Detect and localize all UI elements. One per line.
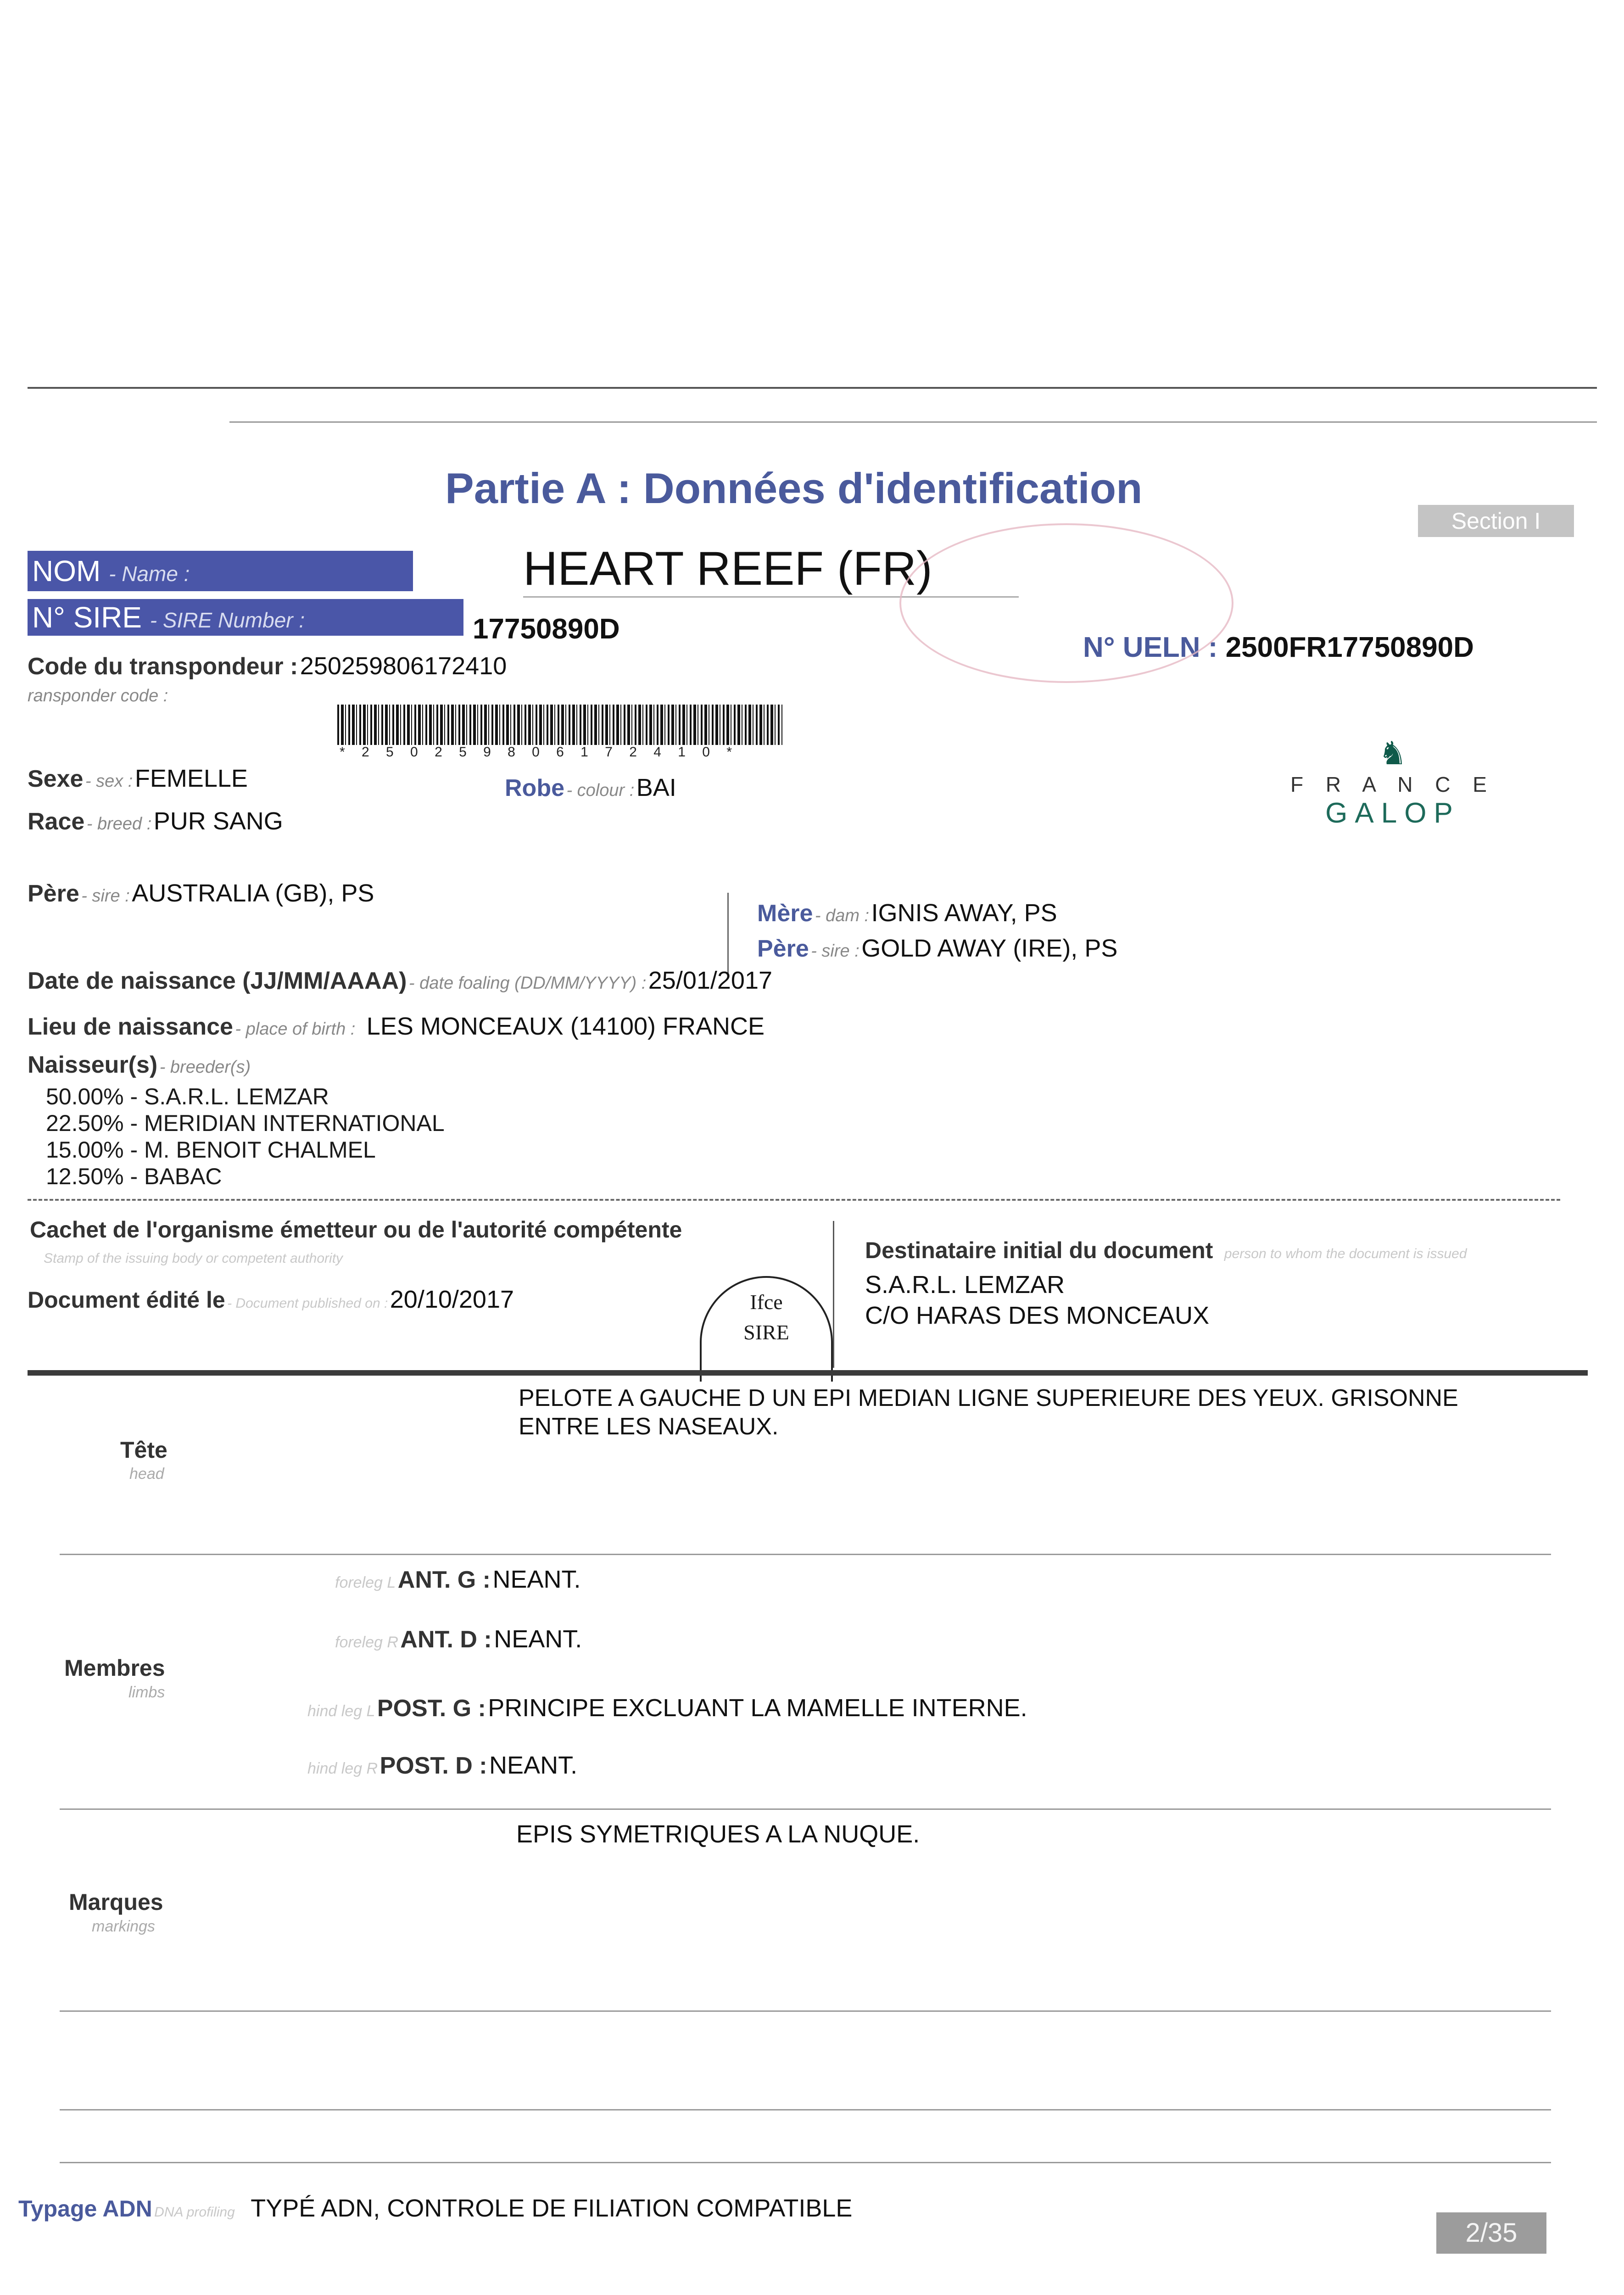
- page-title: Partie A : Données d'identification: [445, 464, 1143, 512]
- seal-line2: SIRE: [743, 1321, 789, 1344]
- dna-value: TYPÉ ADN, CONTROLE DE FILIATION COMPATIBLE: [251, 2194, 853, 2222]
- marks-text: EPIS SYMETRIQUES A LA NUQUE.: [516, 1820, 920, 1848]
- logo-line2: GALOP: [1325, 797, 1460, 829]
- breeders-label-en: - breeder(s): [159, 1058, 251, 1077]
- dam-value: IGNIS AWAY, PS: [871, 899, 1057, 927]
- name-label: NOM: [32, 554, 101, 588]
- name-label-en: - Name :: [109, 562, 190, 586]
- breeders-list: [46, 1083, 445, 1190]
- barcode: [337, 705, 782, 745]
- ueln-label: N° UELN :: [1083, 632, 1218, 663]
- marks-rule-3: [60, 2162, 1551, 2163]
- horse-rider-icon: ♞: [1378, 735, 1407, 771]
- limb-fr: ANT. D :: [400, 1626, 492, 1653]
- breed-label-en: - breed :: [86, 814, 152, 834]
- sire-label: N° SIRE: [32, 601, 142, 634]
- limb-en: foreleg L: [335, 1574, 396, 1591]
- limbs-label: Membres: [64, 1655, 165, 1681]
- page-number: 2/35: [1436, 2212, 1546, 2254]
- issuer-top-rule: [28, 1199, 1560, 1201]
- head-label: Tête: [120, 1437, 167, 1463]
- limb-value: NEANT.: [492, 1566, 581, 1593]
- transponder-value: 250259806172410: [300, 652, 507, 680]
- head-text-line2: ENTRE LES NASEAUX.: [519, 1413, 779, 1440]
- ifce-seal: [700, 1276, 833, 1382]
- limb-fr: POST. D :: [379, 1752, 487, 1779]
- edited-row: [28, 1285, 514, 1314]
- logo-line1: F R A N C E: [1290, 772, 1495, 796]
- sex-value: FEMELLE: [134, 765, 248, 792]
- sire-label-en: - SIRE Number :: [150, 608, 305, 632]
- issuer-bottom-rule: [28, 1370, 1588, 1376]
- dam-sire-row: [757, 934, 1117, 963]
- issuer-divider: [833, 1221, 834, 1368]
- parents-divider: [727, 893, 729, 975]
- sire-row: [28, 879, 374, 907]
- dna-label-en: DNA profiling: [154, 2205, 235, 2220]
- sire-label-block: [28, 599, 463, 636]
- top-rule-1: [28, 387, 1597, 389]
- top-rule-2: [229, 421, 1597, 423]
- sex-label: Sexe: [28, 766, 84, 792]
- limb-fr: ANT. G :: [397, 1567, 491, 1593]
- dna-row: [18, 2194, 852, 2222]
- dob-label: Date de naissance (JJ/MM/AAAA): [28, 968, 407, 994]
- edited-label: Document édité le: [28, 1287, 225, 1313]
- breeder-item: 22.50% - MERIDIAN INTERNATIONAL: [46, 1110, 445, 1136]
- sex-label-en: - sex :: [85, 772, 133, 791]
- limb-row-ant-d: [335, 1625, 582, 1653]
- breeder-item: 50.00% - S.A.R.L. LEMZAR: [46, 1084, 329, 1109]
- limb-row-ant-g: [335, 1565, 581, 1594]
- recipient-label: Destinataire initial du document: [865, 1237, 1213, 1263]
- recipient-label-en: person to whom the document is issued: [1224, 1246, 1467, 1261]
- limb-en: hind leg L: [307, 1702, 375, 1720]
- limbs-rule: [60, 1808, 1551, 1810]
- limb-fr: POST. G :: [377, 1695, 486, 1722]
- dam-label: Mère: [757, 900, 813, 927]
- head-label-en: head: [129, 1465, 164, 1483]
- pob-value: LES MONCEAUX (14100) FRANCE: [366, 1013, 765, 1040]
- stamp-label: Cachet de l'organisme émetteur ou de l'autorité compétente: [30, 1217, 682, 1243]
- marks-label-en: markings: [92, 1918, 155, 1935]
- colour-label: Robe: [505, 775, 564, 801]
- limb-value: PRINCIPE EXCLUANT LA MAMELLE INTERNE.: [488, 1694, 1027, 1722]
- limb-value: NEANT.: [489, 1752, 578, 1779]
- head-text-line1: PELOTE A GAUCHE D UN EPI MEDIAN LIGNE SUPERIEURE DES YEUX. GRISONNE: [519, 1385, 1458, 1411]
- barcode-text: * 2 5 0 2 5 9 8 0 6 1 7 2 4 1 0 *: [340, 744, 738, 760]
- limb-value: NEANT.: [494, 1625, 582, 1653]
- sex-row: [28, 764, 248, 793]
- name-label-block: [28, 551, 413, 591]
- dna-label: Typage ADN: [18, 2196, 152, 2222]
- transponder-row: [28, 652, 507, 680]
- limbs-label-en: limbs: [128, 1684, 165, 1701]
- sire-number: 17750890D: [473, 613, 620, 645]
- dob-value: 25/01/2017: [648, 967, 773, 994]
- breed-label: Race: [28, 808, 85, 835]
- breeders-label: Naisseur(s): [28, 1052, 158, 1078]
- transponder-label: Code du transpondeur :: [28, 653, 298, 680]
- dam-sire-label-en: - sire :: [811, 941, 859, 961]
- stamp-ellipse: [899, 523, 1233, 683]
- recipient-header: [865, 1237, 1467, 1264]
- marks-rule-1: [60, 2010, 1551, 2012]
- limb-en: hind leg R: [307, 1760, 378, 1777]
- marks-label: Marques: [69, 1889, 163, 1915]
- dam-row: [757, 899, 1057, 927]
- limb-row-post-g: [307, 1694, 1027, 1722]
- pob-row: [28, 1012, 765, 1041]
- edited-label-en: - Document published on :: [227, 1296, 388, 1311]
- pob-label: Lieu de naissance: [28, 1013, 233, 1040]
- colour-label-en: - colour :: [566, 781, 635, 800]
- limb-row-post-d: [307, 1751, 577, 1780]
- head-rule: [60, 1554, 1551, 1555]
- sire-parent-value: AUSTRALIA (GB), PS: [132, 879, 374, 907]
- stamp-label-en: Stamp of the issuing body or competent authority: [44, 1251, 343, 1266]
- limb-en: foreleg R: [335, 1634, 398, 1651]
- breeders-row: [28, 1051, 251, 1079]
- sire-parent-label-en: - sire :: [81, 886, 130, 906]
- breed-value: PUR SANG: [153, 807, 283, 835]
- horse-name: HEART REEF (FR): [523, 542, 1019, 598]
- dam-sire-label: Père: [757, 935, 809, 962]
- breeder-item: 15.00% - M. BENOIT CHALMEL: [46, 1137, 376, 1163]
- section-badge: Section I: [1418, 505, 1574, 537]
- dam-sire-value: GOLD AWAY (IRE), PS: [861, 935, 1118, 962]
- marks-rule-2: [60, 2109, 1551, 2110]
- dob-label-en: - date foaling (DD/MM/YYYY) :: [408, 974, 647, 993]
- colour-row: [505, 773, 676, 802]
- pob-label-en: - place of birth :: [235, 1019, 356, 1039]
- seal-line1: Ifce: [750, 1290, 783, 1314]
- france-galop-logo: [1285, 734, 1501, 829]
- colour-value: BAI: [636, 774, 676, 801]
- recipient-line1: S.A.R.L. LEMZAR: [865, 1271, 1065, 1299]
- sire-parent-label: Père: [28, 880, 79, 907]
- dob-row: [28, 966, 772, 995]
- breed-row: [28, 807, 283, 835]
- dam-label-en: - dam :: [815, 906, 870, 925]
- breeder-item: 12.50% - BABAC: [46, 1164, 222, 1189]
- ueln-value: 2500FR17750890D: [1225, 632, 1474, 663]
- edited-value: 20/10/2017: [390, 1286, 514, 1313]
- transponder-label-en: ransponder code :: [28, 686, 168, 705]
- recipient-line2: C/O HARAS DES MONCEAUX: [865, 1302, 1210, 1329]
- head-text: [519, 1384, 1458, 1441]
